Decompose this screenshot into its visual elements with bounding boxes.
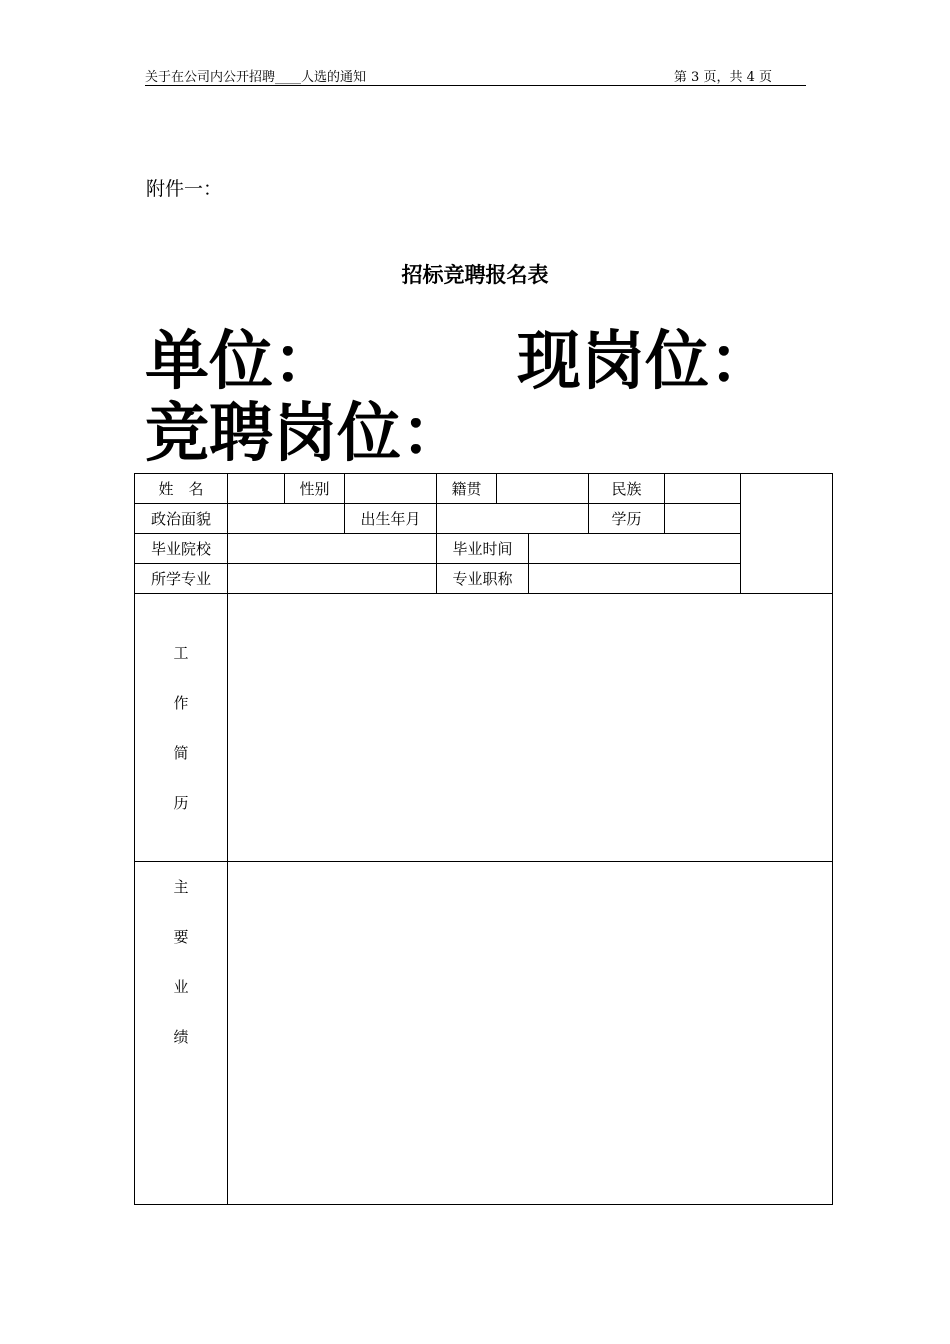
attachment-label: 附件一：	[146, 178, 223, 200]
birth-date-field[interactable]	[437, 504, 589, 534]
work-resume-field[interactable]	[228, 594, 833, 862]
page-header	[145, 64, 806, 86]
form-title: 招标竞聘报名表	[401, 263, 549, 287]
gender-field[interactable]	[345, 474, 437, 504]
table-row	[135, 862, 833, 1205]
native-place-label: 籍贯	[437, 474, 497, 504]
achievements-field[interactable]	[228, 862, 833, 1205]
achievements-char: 绩	[173, 1028, 189, 1046]
achievements-label	[135, 862, 228, 1205]
registration-form-table	[134, 473, 833, 1205]
work-resume-char: 简	[173, 743, 189, 762]
school-field[interactable]	[228, 534, 437, 564]
major-label: 所学专业	[135, 564, 228, 594]
political-status-field[interactable]	[228, 504, 345, 534]
work-resume-char: 作	[173, 693, 189, 712]
table-row	[135, 474, 833, 504]
major-field[interactable]	[228, 564, 437, 594]
table-row	[135, 504, 833, 534]
school-label: 毕业院校	[135, 534, 228, 564]
ethnicity-field[interactable]	[665, 474, 741, 504]
graduation-time-field[interactable]	[529, 534, 741, 564]
title-field[interactable]	[529, 564, 741, 594]
table-row	[135, 564, 833, 594]
unit-field-label: 单位：	[145, 325, 337, 399]
bid-post-label: 竞聘岗位：	[145, 397, 465, 471]
name-field[interactable]	[228, 474, 285, 504]
header-title: 关于在公司内公开招聘____人选的通知	[145, 70, 367, 85]
photo-area[interactable]	[741, 474, 833, 594]
work-resume-char: 工	[173, 643, 189, 662]
education-field[interactable]	[665, 504, 741, 534]
work-resume-char: 历	[173, 793, 189, 812]
title-label: 专业职称	[437, 564, 529, 594]
political-status-label: 政治面貌	[135, 504, 228, 534]
gender-label: 性别	[285, 474, 345, 504]
birth-date-label: 出生年月	[345, 504, 437, 534]
ethnicity-label: 民族	[589, 474, 665, 504]
table-row	[135, 534, 833, 564]
achievements-char: 主	[173, 878, 189, 896]
page-number: 第 3 页，共 4 页	[673, 70, 772, 85]
graduation-time-label: 毕业时间	[437, 534, 529, 564]
achievements-char: 要	[173, 928, 189, 946]
native-place-field[interactable]	[497, 474, 589, 504]
achievements-char: 业	[173, 978, 189, 996]
current-post-label: 现岗位：	[517, 325, 773, 399]
education-label: 学历	[589, 504, 665, 534]
work-resume-label	[135, 594, 228, 862]
table-row	[135, 594, 833, 862]
name-label: 姓 名	[135, 474, 228, 504]
